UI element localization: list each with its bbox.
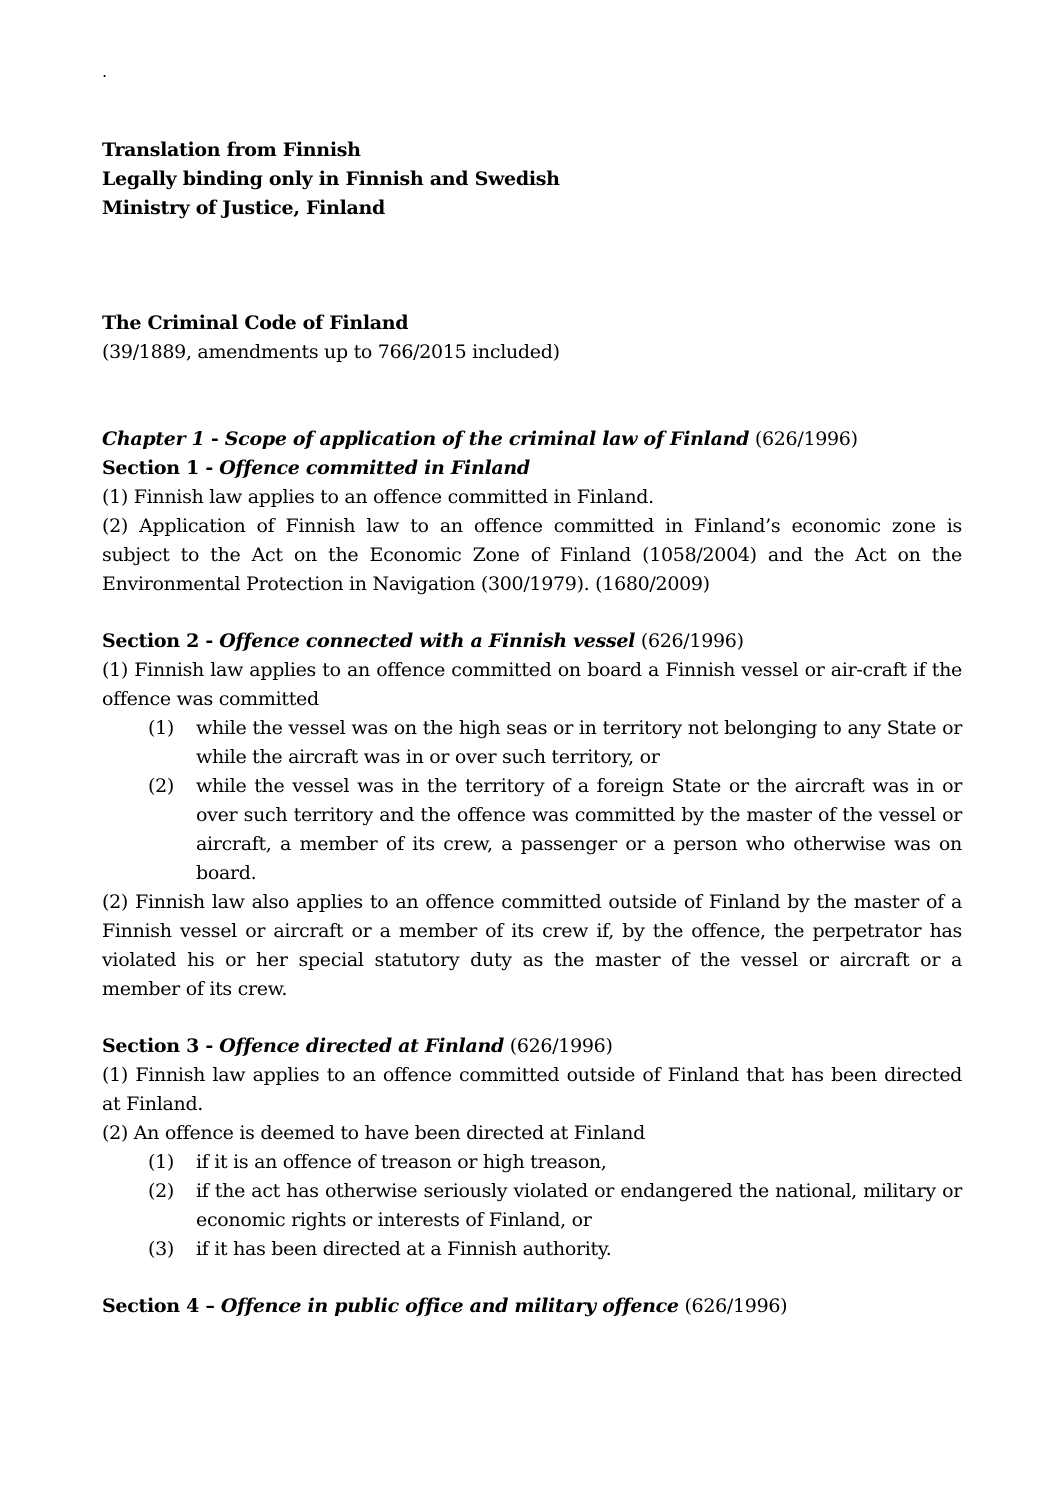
list-item [102,772,962,888]
spacer [102,1264,962,1292]
section-2-ref: (626/1996) [635,630,744,652]
section-2-sep: - [199,630,220,652]
header-line-ministry: Ministry of Justice, Finland [102,197,386,219]
section-2-paragraph-2: (2) Finnish law also applies to an offence committed outside of Finland by the master of a Finnish vessel or aircraft or a member of its crew if, by the offence, the perpetrator has violated his or her special statutory duty as the master of the vessel or aircraft or a member of its crew. [102,891,962,1000]
chapter-1-heading [102,425,962,454]
document-amendments: (39/1889, amendments up to 766/2015 included) [102,341,560,363]
list-item [102,714,962,772]
section-2-heading [102,627,962,656]
stray-dot: . [102,62,108,81]
section-1-heading [102,454,962,483]
section-2-paragraph-1: (1) Finnish law applies to an offence committed on board a Finnish vessel or air-craft if the offence was committed [102,659,962,710]
section-4-label: Section 4 [102,1295,199,1317]
section-1-title: Offence committed in Finland [219,457,530,479]
section-3-list [102,1148,962,1264]
list-item-text: if the act has otherwise seriously violated or endangered the national, military or economic rights or interests of Finland, or [196,1180,962,1231]
section-1-paragraph-2: (2) Application of Finnish law to an offence committed in Finland’s economic zone is subject to the Act on the Economic Zone of Finland (1058/2004) and the Act on the Environmental Protection in Navigation (300/1979). (1680/2009) [102,515,962,595]
list-item-text: while the vessel was in the territory of a foreign State or the aircraft was in or over such territory and the offence was committed by the master of the vessel or aircraft, a member of its crew, a passenger or a person who otherwise was on board. [196,775,962,884]
list-item-number: (1) [148,717,175,739]
list-item-text: if it is an offence of treason or high treason, [196,1151,607,1173]
header-line-legally-binding: Legally binding only in Finnish and Swedish [102,168,560,190]
document-body [102,425,962,1321]
section-3-paragraph-2: (2) An offence is deemed to have been directed at Finland [102,1122,645,1144]
list-item-number: (2) [148,1180,175,1202]
document-title-block [102,309,962,367]
section-3-heading [102,1032,962,1061]
list-item-number: (1) [148,1151,175,1173]
chapter-1-ref: (626/1996) [749,428,858,450]
section-3-label: Section 3 [102,1035,199,1057]
list-item-text: if it has been directed at a Finnish authority. [196,1238,612,1260]
section-3-title: Offence directed at Finland [219,1035,504,1057]
list-item [102,1177,962,1235]
section-4-sep: – [199,1295,221,1317]
section-2-label: Section 2 [102,630,199,652]
section-4-ref: (626/1996) [678,1295,788,1317]
section-2-title: Offence connected with a Finnish vessel [219,630,636,652]
list-item-text: while the vessel was on the high seas or in territory not belonging to any State or while the aircraft was in or over such territory, or [196,717,962,768]
section-3-sep: - [199,1035,220,1057]
spacer [102,599,962,627]
translation-header [102,136,962,223]
list-item-number: (3) [148,1238,175,1260]
list-item [102,1148,962,1177]
spacer [102,1004,962,1032]
document-title: The Criminal Code of Finland [102,312,409,334]
header-line-translation: Translation from Finnish [102,139,361,161]
section-3-ref: (626/1996) [503,1035,613,1057]
section-3-paragraph-1: (1) Finnish law applies to an offence committed outside of Finland that has been directed at Finland. [102,1064,962,1115]
section-4-heading [102,1292,962,1321]
section-1-label: Section 1 [102,457,199,479]
section-1-paragraph-1: (1) Finnish law applies to an offence committed in Finland. [102,486,654,508]
chapter-1-sep: - [204,428,225,450]
section-4-title: Offence in public office and military offence [220,1295,679,1317]
section-1-sep: - [199,457,220,479]
chapter-1-label: Chapter 1 [102,428,205,450]
chapter-1-title: Scope of application of the criminal law of Finland [224,428,750,450]
list-item [102,1235,962,1264]
section-2-list [102,714,962,888]
list-item-number: (2) [148,775,175,797]
